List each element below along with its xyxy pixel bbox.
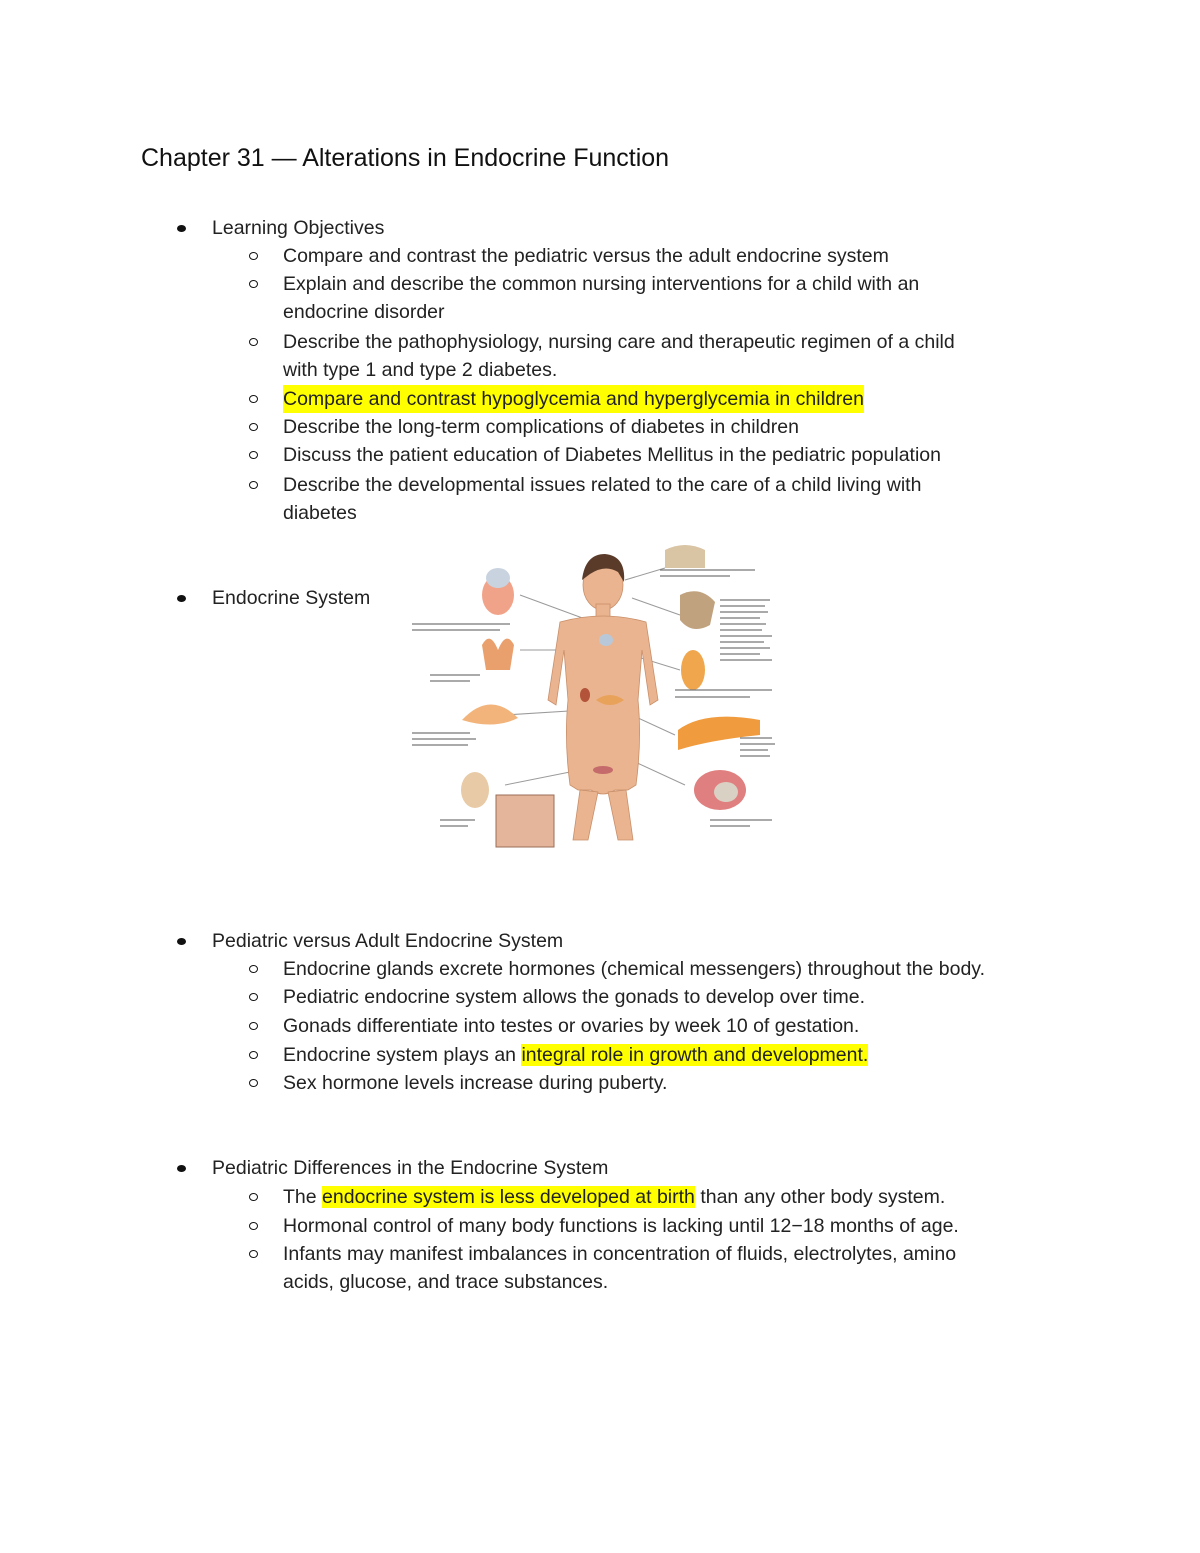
endocrine-anatomy-illustration bbox=[410, 540, 782, 850]
hollow-bullet-icon bbox=[249, 1079, 258, 1087]
hollow-bullet-icon bbox=[249, 1022, 258, 1030]
hollow-bullet-icon bbox=[249, 1222, 258, 1230]
hollow-bullet-icon bbox=[249, 1193, 258, 1201]
hollow-bullet-icon bbox=[249, 252, 258, 260]
hollow-bullet-icon bbox=[249, 338, 258, 346]
highlighted-text: Compare and contrast hypoglycemia and hyperglycemia in children bbox=[283, 385, 864, 413]
page-title: Chapter 31 — Alterations in Endocrine Function bbox=[141, 144, 670, 172]
hollow-bullet-icon bbox=[249, 965, 258, 973]
hollow-bullet-icon bbox=[249, 1051, 258, 1059]
hollow-bullet-icon bbox=[249, 481, 258, 489]
hollow-bullet-icon bbox=[249, 993, 258, 1001]
filled-bullet-icon bbox=[177, 1165, 186, 1172]
highlighted-text: endocrine system is less developed at birth bbox=[322, 1186, 695, 1208]
highlighted-text: integral role in growth and development. bbox=[521, 1044, 869, 1066]
filled-bullet-icon bbox=[177, 595, 186, 602]
filled-bullet-icon bbox=[177, 225, 186, 232]
hollow-bullet-icon bbox=[249, 423, 258, 431]
hollow-bullet-icon bbox=[249, 280, 258, 288]
hollow-bullet-icon bbox=[249, 395, 258, 403]
hollow-bullet-icon bbox=[249, 451, 258, 459]
filled-bullet-icon bbox=[177, 938, 186, 945]
document-page: Chapter 31 — Alterations in Endocrine Function Learning Objectives Compare and contrast the pediatric versus the adult endocrine system Explain and describe the common nursing interventions for a child with an endocrine disorder Describe the pathophysiology, nursing care and therapeutic regimen of a child with type 1 and type 2 diabetes. Compare and contrast hypoglycemia and hyperglycemia in children Describe the long-term complications of diabetes in children Discuss the patient education of Diabetes Mellitus in the pediatric population Describe the developmental issues related to the care of a child living with diabetes Endocrine System Pediatric versus Adult Endocrine System Endocrine glands excrete hormones (chemical messengers) throughout the body. Pediatric endocrine system allows the gonads to develop over time. Gonads differentiate into testes or ovaries by week 10 of gestation. Endocrine system plays an integral role in growth and development. Sex hormone levels increase during puberty. Pediatric Differences in the Endocrine System The endocrine system is less developed at birth than any other body system. Hormonal control of many body functions is lacking until 12−18 months of age. Infants may manifest imbalances in concentration of fluids, electrolytes, amino acids, glucose, and trace substances. bbox=[141, 144, 986, 1293]
endocrine-anatomy-svg bbox=[410, 540, 782, 850]
hollow-bullet-icon bbox=[249, 1250, 258, 1258]
